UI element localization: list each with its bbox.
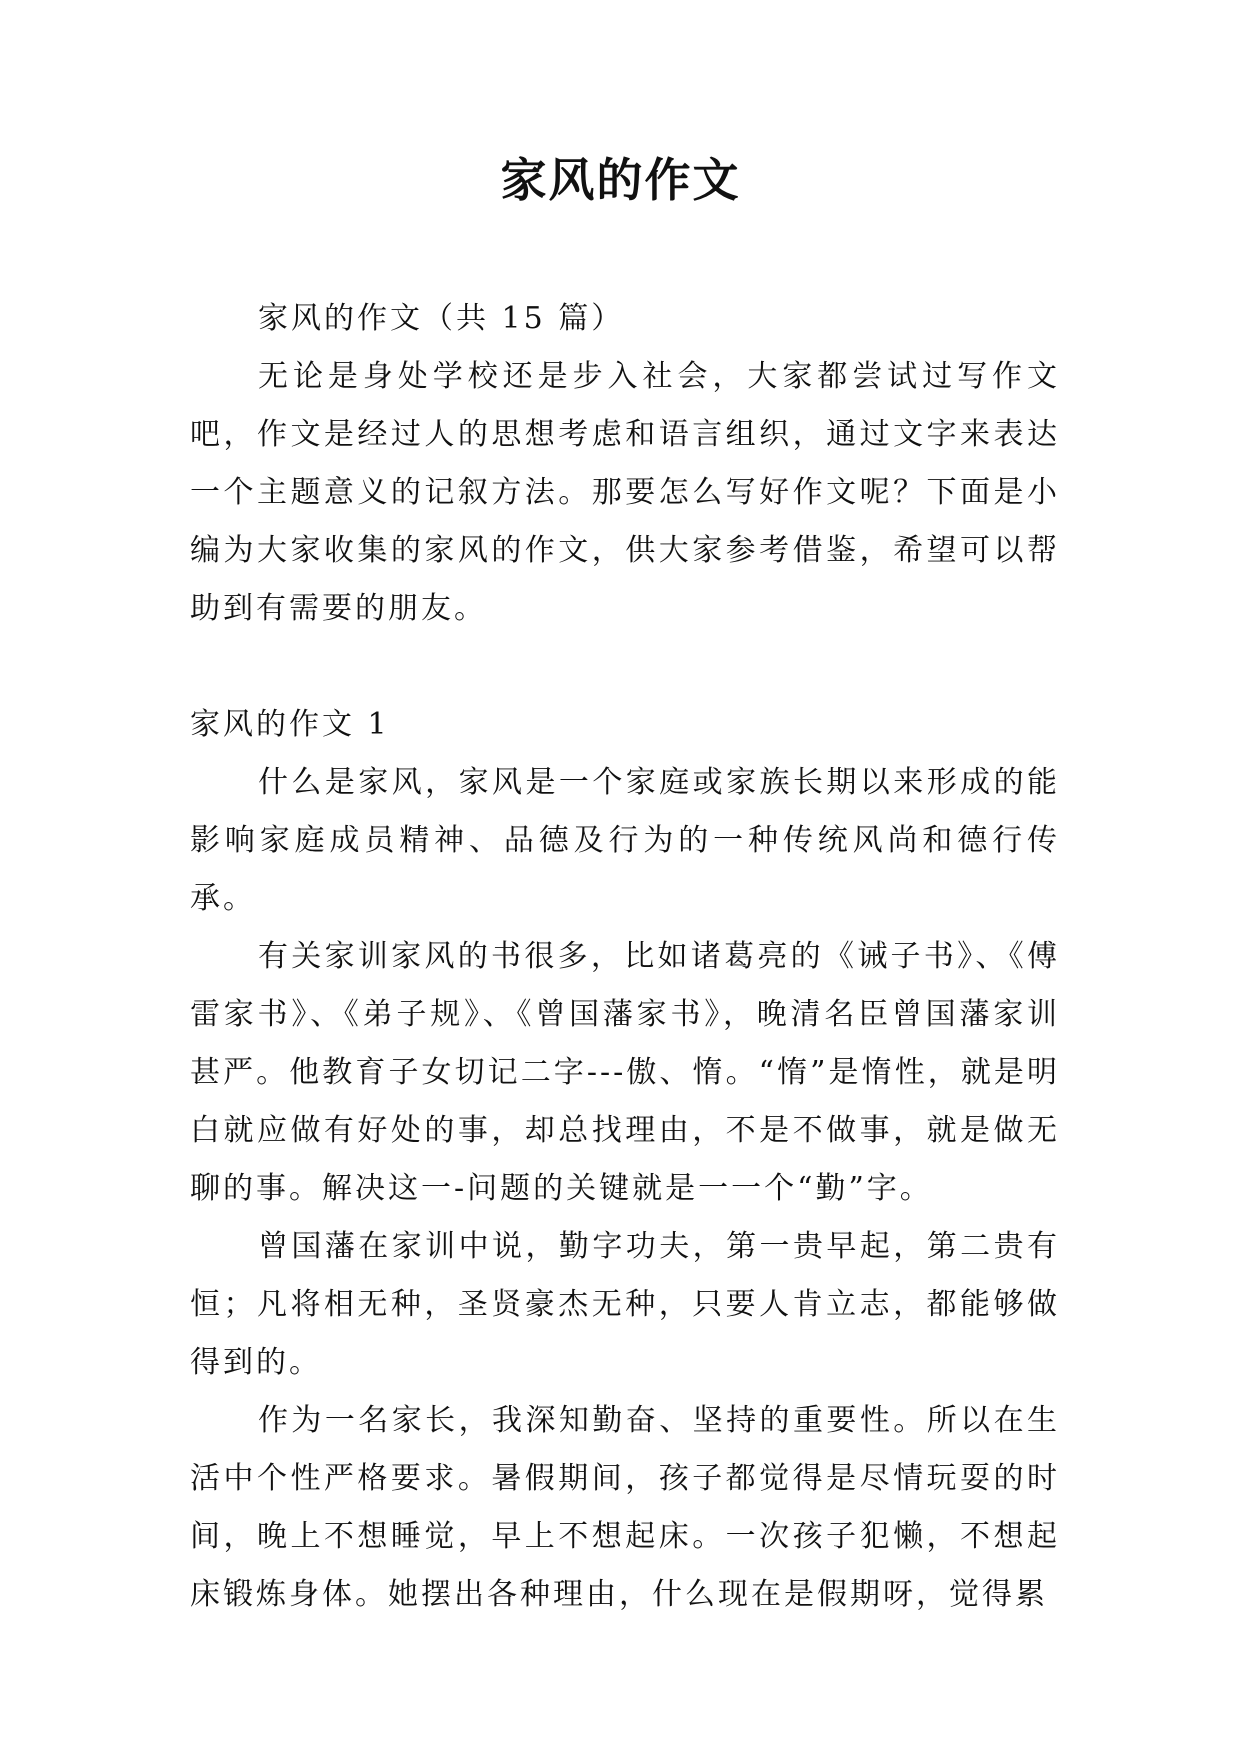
body-paragraph: 作为一名家长，我深知勤奋、坚持的重要性。所以在生活中个性严格要求。暑假期间，孩子都觉得是尽情玩耍的时间，晚上不想睡觉，早上不想起床。一次孩子犯懒，不想起床锻炼身体。她摆出各种理由，什么现在是假期呀，觉得累 [190,1403,1060,1612]
body-paragraph: 曾国藩在家训中说，勤字功夫，第一贵早起，第二贵有恒；凡将相无种，圣贤豪杰无种，只要人肯立志，都能够做得到的。 [190,1229,1060,1380]
document-body [190,290,1060,1624]
series-subtitle: 家风的作文（共 15 篇） [258,301,625,336]
body-paragraph: 什么是家风，家风是一个家庭或家族长期以来形成的能影响家庭成员精神、品德及行为的一种传统风尚和德行传承。 [190,765,1060,916]
section-heading: 家风的作文 1 [190,707,390,742]
body-paragraph: 有关家训家风的书很多，比如诸葛亮的《诫子书》、《傅雷家书》、《弟子规》、《曾国藩家书》，晚清名臣曾国藩家训甚严。他教育子女切记二字---傲、惰。“惰”是惰性，就是明白就应做有好处的事，却总找理由，不是不做事，就是做无聊的事。解决这一-问题的关键就是一一个“勤”字。 [190,939,1060,1206]
intro-paragraph: 无论是身处学校还是步入社会，大家都尝试过写作文吧，作文是经过人的思想考虑和语言组织，通过文字来表达一个主题意义的记叙方法。那要怎么写好作文呢？下面是小编为大家收集的家风的作文，供大家参考借鉴，希望可以帮助到有需要的朋友。 [190,359,1060,626]
document-title: 家风的作文 [500,153,741,207]
